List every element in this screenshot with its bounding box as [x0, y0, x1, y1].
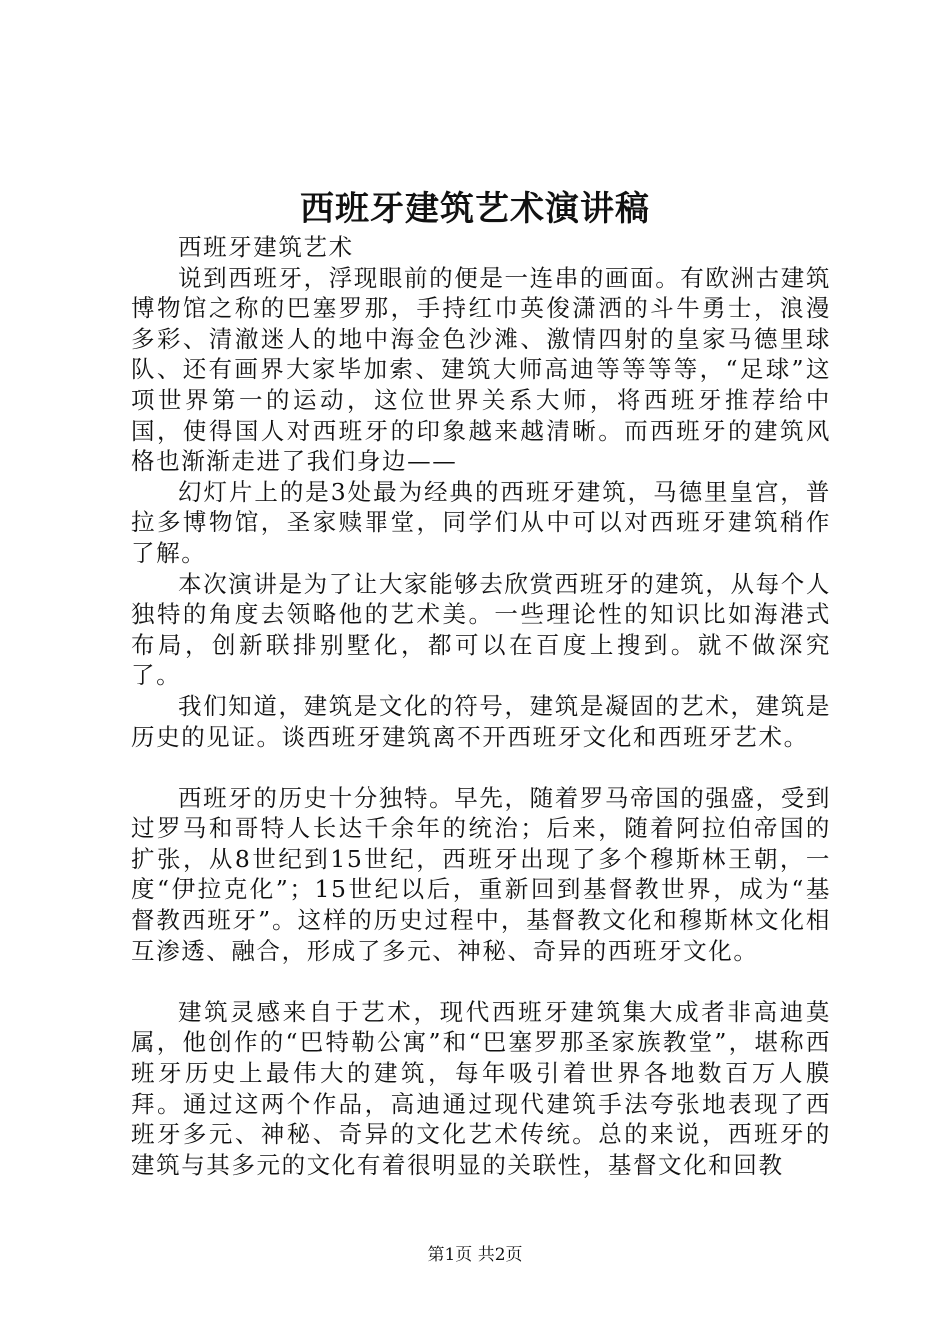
paragraph: 建筑灵感来自于艺术，现代西班牙建筑集大成者非高迪莫属，他创作的“巴特勒公寓”和“巴塞罗那圣家族教堂”，堪称西班牙历史上最伟大的建筑，每年吸引着世界各地数百万人膜拜。通过这两个作品，高迪通过现代建筑手法夸张地表现了西班牙多元、神秘、奇异的文化艺术传统。总的来说，西班牙的建筑与其多元的文化有着很明显的关联性，基督文化和回教 [131, 997, 831, 1179]
paragraph: 幻灯片上的是3处最为经典的西班牙建筑，马德里皇宫，普拉多博物馆，圣家赎罪堂，同学们从中可以对西班牙建筑稍作了解。 [131, 477, 831, 567]
paragraph: 我们知道，建筑是文化的符号，建筑是凝固的艺术，建筑是历史的见证。谈西班牙建筑离不开西班牙文化和西班牙艺术。 [131, 691, 831, 751]
document-title: 西班牙建筑艺术演讲稿 [300, 189, 650, 229]
document-body [131, 232, 831, 1180]
paragraph-subtitle: 西班牙建筑艺术 [178, 233, 354, 261]
paragraph: 本次演讲是为了让大家能够去欣赏西班牙的建筑，从每个人独特的角度去领略他的艺术美。一些理论性的知识比如海港式布局，创新联排别墅化，都可以在百度上搜到。就不做深究了。 [131, 569, 831, 690]
page-number-footer: 第1页 共2页 [427, 1245, 523, 1265]
paragraph: 说到西班牙，浮现眼前的便是一连串的画面。有欧洲古建筑博物馆之称的巴塞罗那，手持红巾英俊潇洒的斗牛勇士，浪漫多彩、清澈迷人的地中海金色沙滩、激情四射的皇家马德里球队、还有画界大家毕加索、建筑大师高迪等等等等，“足球”这项世界第一的运动，这位世界关系大师，将西班牙推荐给中国，使得国人对西班牙的印象越来越清晰。而西班牙的建筑风格也渐渐走进了我们身边—— [131, 263, 831, 476]
paragraph: 西班牙的历史十分独特。早先，随着罗马帝国的强盛，受到过罗马和哥特人长达千余年的统治；后来，随着阿拉伯帝国的扩张，从8世纪到15世纪，西班牙出现了多个穆斯林王朝，一度“伊拉克化”；15世纪以后，重新回到基督教世界，成为“基督教西班牙”。这样的历史过程中，基督教文化和穆斯林文化相互渗透、融合，形成了多元、神秘、奇异的西班牙文化。 [131, 783, 831, 965]
